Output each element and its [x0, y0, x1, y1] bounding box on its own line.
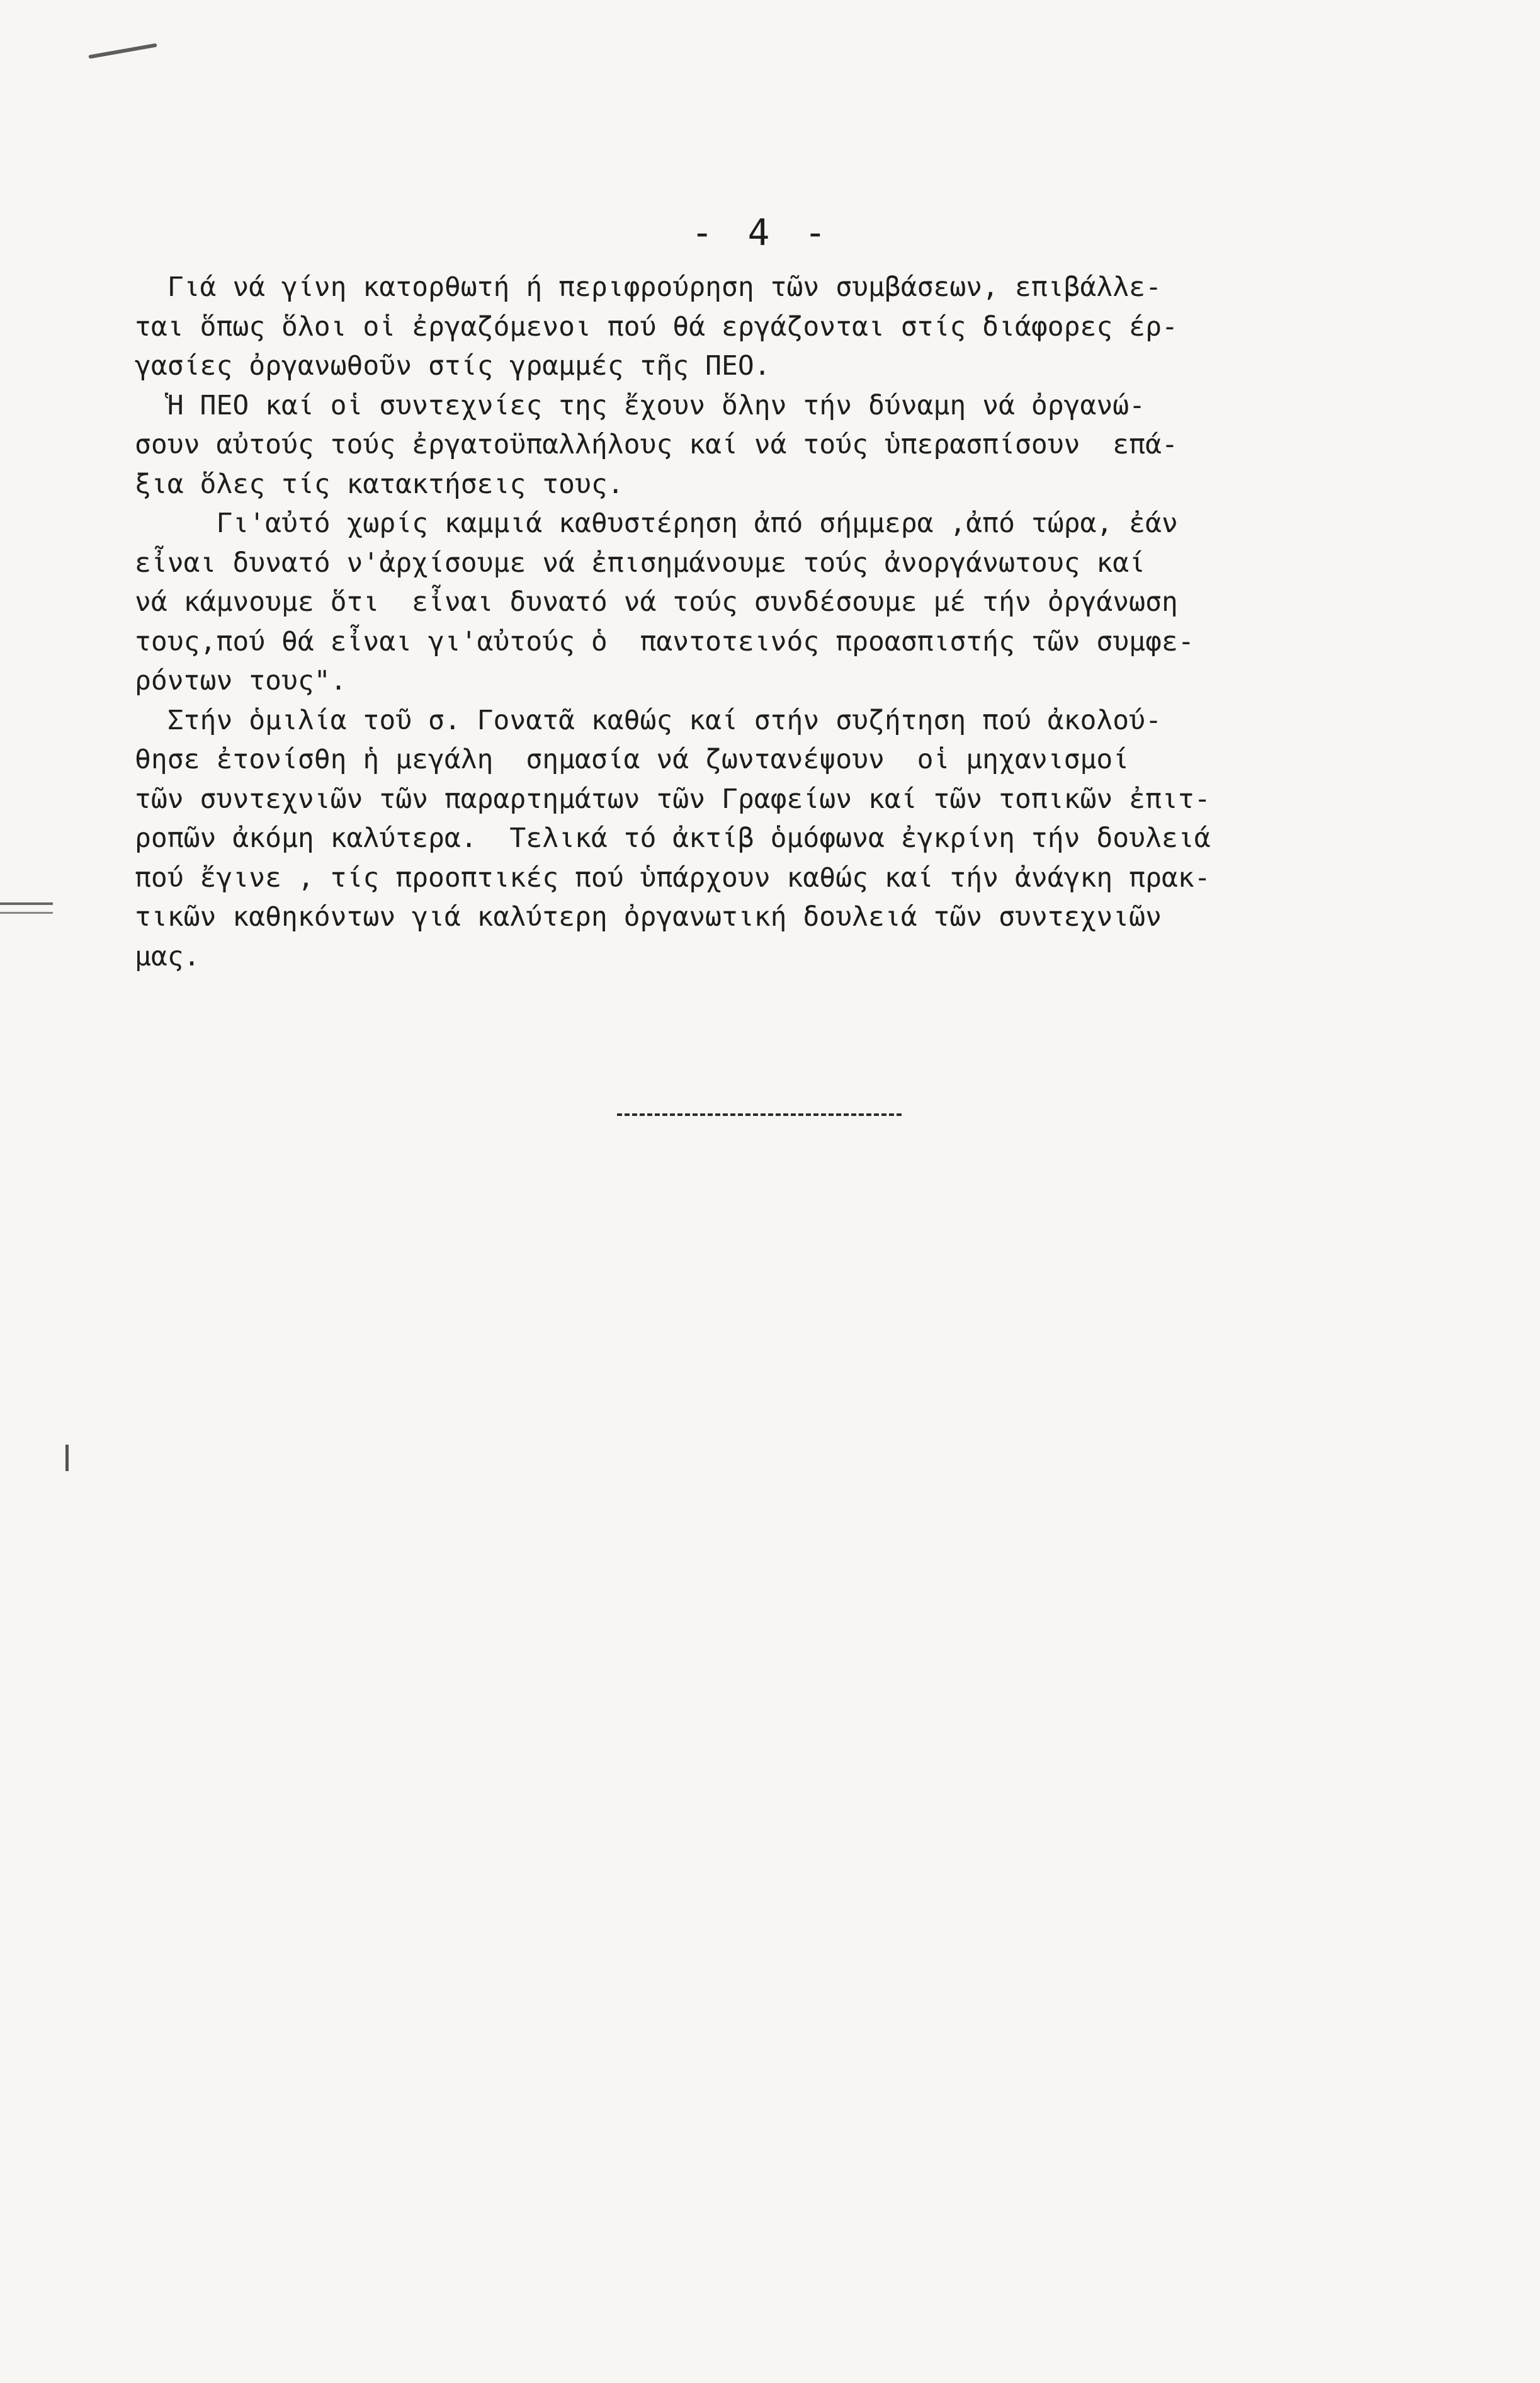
text-line: γασίες ὀργανωθοῦν στίς γραμμές τῆς ΠΕΟ.	[135, 350, 771, 382]
text-line: τους,πού θά εἶναι γι'αὐτούς ὁ παντοτεινός προασπιστής τῶν συμφε-	[135, 625, 1194, 657]
text-line: ξια ὅλες τίς κατακτήσεις τους.	[135, 468, 624, 500]
text-line: Ἡ ΠΕΟ καί οἱ συντεχνίες της ἔχουν ὅλην τήν δύναμη νά ὀργανώ-	[135, 389, 1146, 421]
separator-text	[617, 1103, 902, 1104]
text-line: Γιά νά γίνη κατορθωτή ή περιφρούρηση τῶν συμβάσεων, επιβάλλε-	[135, 271, 1162, 303]
text-line: νά κάμνουμε ὅτι εἶναι δυνατό νά τούς συνδέσουμε μέ τήν ὀργάνωση	[135, 586, 1178, 618]
text-line: μας.	[135, 940, 200, 972]
body-text	[135, 268, 1457, 976]
margin-mark	[65, 1445, 69, 1471]
text-line: ρόντων τους".	[135, 665, 347, 697]
margin-mark	[0, 902, 53, 905]
text-line: Στήν ὁμιλία τοῦ σ. Γονατᾶ καθώς καί στήν συζήτηση πού ἀκολού-	[135, 704, 1162, 736]
text-line: πού ἔγινε , τίς προοπτικές πού ὑπάρχουν καθώς καί τήν ἀνάγκη πρακ-	[135, 862, 1211, 894]
text-line: εἶναι δυνατό ν'ἀρχίσουμε νά ἐπισημάνουμε τούς ἀνοργάνωτους καί	[135, 547, 1146, 579]
page-number: - 4 -	[691, 211, 833, 254]
ink-mark	[88, 43, 157, 59]
text-line: τικῶν καθηκόντων γιά καλύτερη ὀργανωτική δουλειά τῶν συντεχνιῶν	[135, 901, 1162, 933]
text-line: ροπῶν ἀκόμη καλύτερα. Τελικά τό ἀκτίβ ὁμόφωνα ἐγκρίνη τήν δουλειά	[135, 822, 1211, 854]
text-line: Γι'αὐτό χωρίς καμμιά καθυστέρηση ἀπό σήμμερα ,ἀπό τώρα, ἐάν	[135, 508, 1178, 539]
text-line: σουν αὐτούς τούς ἐργατοϋπαλλήλους καί νά τούς ὑπερασπίσουν επά-	[135, 429, 1178, 460]
text-line: τῶν συντεχνιῶν τῶν παραρτημάτων τῶν Γραφείων καί τῶν τοπικῶν ἐπιτ-	[135, 783, 1211, 815]
text-line: θησε ἐτονίσθη ἡ μεγάλη σημασία νά ζωντανέψουν οἱ μηχανισμοί	[135, 744, 1130, 775]
separator-rule	[617, 1113, 902, 1116]
text-line: ται ὅπως ὅλοι οἱ ἐργαζόμενοι πού θά εργάζονται στίς διάφορες έρ-	[135, 310, 1178, 343]
margin-mark	[0, 912, 53, 914]
